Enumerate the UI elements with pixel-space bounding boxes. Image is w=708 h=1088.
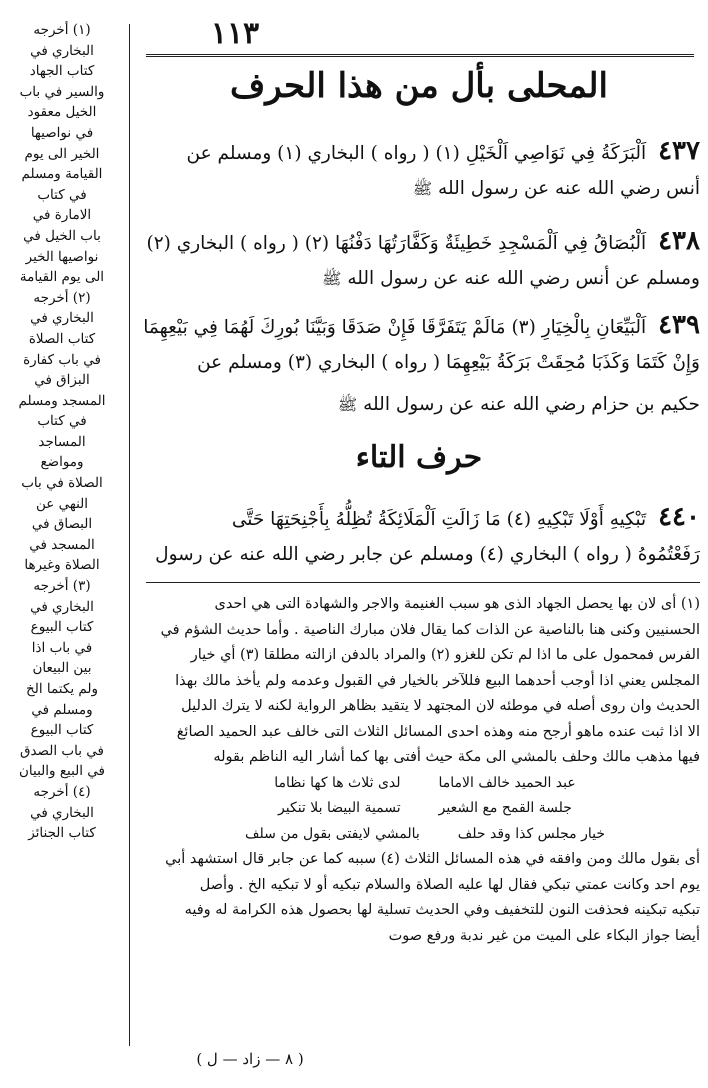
sidebar-note-line: ومواضع — [40, 454, 84, 471]
column-divider — [129, 24, 130, 1046]
sidebar-note-line: المسجد ومسلم — [18, 392, 106, 409]
sidebar-note-line: (٣) أخرجه — [33, 578, 91, 595]
sidebar-note-line: (١) أخرجه — [33, 22, 91, 38]
footnote-line: (١) أى لان بها يحصل الجهاد الذى هو سبب الغنيمة والاجر والشهادة التى هي احدى — [214, 596, 700, 612]
section-heading: المحلى بأل من هذا الحرف — [230, 66, 608, 106]
header-rule — [146, 54, 694, 57]
footnote-line: الحديث وان روى أصله في موطئه لان المجتهد لا يتقيد بظاهر الرواية لكنه لا يترك الدليل — [181, 698, 700, 714]
entry-437-line-2: أنس رضي الله عنه عن رسول الله ﷺ — [412, 178, 700, 199]
poem-verses — [150, 771, 700, 848]
sidebar-note-line: البخاري في — [30, 804, 94, 821]
sidebar-note-line: كتاب الجهاد — [29, 63, 95, 80]
footnote-line: فيها مذهب مالك وحلف بالمشي الى مكة حيث أفتى بها كما أشار اليه الناظم بقوله — [213, 749, 700, 765]
sidebar-note-line: في باب اذا — [31, 639, 93, 656]
entry-439-line-1: ٤٣٩ اَلْبَيِّعَانِ بِالْخِيَارِ (٣) مَالَمْ يَتَفَرَّقَا فَإِنْ صَدَقَا وَبَيَّنَا بُورِكَ لَهُمَا فِي بَيْعِهِمَا — [143, 310, 700, 340]
sidebar-note-line: بين البيعان — [32, 660, 92, 677]
sidebar-note-line: الى يوم القيامة — [19, 269, 105, 286]
entry-number: ٤٣٩ — [658, 310, 700, 340]
sidebar-note-line: في البيع والبيان — [18, 763, 106, 780]
signature-mark: ( ٨ — زاد — ل ) — [196, 1050, 304, 1068]
sidebar-note-line: كتاب الصلاة — [28, 330, 96, 347]
sidebar-note-line: ومسلم في — [31, 701, 93, 718]
verse-first-hemistich: جلسة القمح مع الشعير — [438, 800, 572, 816]
sidebar-note-line: النهي عن — [35, 495, 89, 512]
sidebar-note-line: والسير في باب — [19, 83, 105, 100]
footnote-line: المجلس يعني اذا أوجب أحدهما البيع فللآخر بالخيار في القبول وعدمه ولم يأخذ مالك بهذا — [175, 672, 700, 689]
footnote-line: أى بقول مالك ومن وافقه في هذه المسائل الثلاث (٤) سببه كما عن جابر قال استشهد أبي — [165, 851, 700, 867]
entry-439-line-2: وَإِنْ كَتَمَا وَكَذَبَا مُحِقَتْ بَرَكَةُ بَيْعِهِمَا ( رواه ) البخاري (٣) ومسلم عن — [197, 352, 700, 373]
sidebar-note-line: الخير الى يوم — [24, 145, 100, 162]
sidebar-note-line: البزاق في — [34, 372, 90, 389]
sidebar-note-line: الخيل معقود — [27, 104, 97, 121]
sidebar-note-line: البصاق في — [31, 516, 93, 533]
sidebar-note-line: في باب الصدق — [20, 742, 104, 759]
footnote-line: الفرس فمحمول على ما اذا لم تكن للغزو (٢) والمراد بالدفن ازالته مطلقا (٣) أي خيار — [190, 647, 700, 663]
sidebar-note-line: كتاب البيوع — [30, 619, 94, 636]
footnote-line: تبكيه تبكينه فحذفت النون للتخفيف وفي الحديث تسلية لها بحصول هذه الكرامة له وفيه — [184, 902, 700, 918]
entry-438-line-2: ومسلم عن أنس رضي الله عنه عن رسول الله ﷺ — [322, 268, 700, 289]
sidebar-note-line: نواصيها الخير — [25, 248, 99, 265]
sidebar-note-line: (٢) أخرجه — [33, 289, 91, 306]
sidebar-note-line: في كتاب — [37, 186, 87, 203]
entry-437-line-1: ٤٣٧ اَلْبَرَكَةُ فِي نَوَاصِي اَلْخَيْلِ (١) ( رواه ) البخاري (١) ومسلم عن — [186, 136, 700, 166]
footnote-line: يوم احد وكانت عمتي تبكي فقال لها عليه الصلاة والسلام تبكيه أو لا تبكيه الخ . وأصل — [199, 876, 700, 893]
sidebar-note-line: كتاب البيوع — [30, 722, 94, 739]
sidebar-note-line: البخاري في — [30, 310, 94, 327]
poem-verse — [150, 771, 700, 797]
chapter-heading: حرف التاء — [355, 440, 483, 475]
footnote-rule — [146, 582, 700, 583]
sidebar-note-line: المسجد في — [29, 536, 95, 553]
verse-second-hemistich: لدى ثلاث ها كها نظاما — [274, 774, 401, 791]
honorific-glyph: ﷺ — [412, 179, 433, 198]
sidebar-note-line: في نواصيها — [30, 124, 94, 141]
sidebar-note-line: في كتاب — [37, 413, 87, 430]
footnote-line: الا اذا ثبت عنده ماهو أرجح منه وهذه احدى المسائل الثلاث التى خالف عبد الحميد الصائغ — [176, 723, 700, 740]
sidebar-note-line: ولم يكتما الخ — [26, 681, 98, 697]
entry-438-line-1: ٤٣٨ اَلْبُصَاقُ فِي اَلْمَسْجِدِ خَطِيئَةٌ وَكَفَّارَتُهَا دَفْنُهَا (٢) ( رواه ) البخاري (٢) — [146, 226, 700, 256]
entry-440-line-1: ٤٤٠ تَبْكِيهِ أَوْلَا تَبْكِيهِ (٤) مَا زَالَتِ اَلْمَلَائِكَةُ تُظِلُّهُ بِأَجْنِحَتِهَا حَتَّى — [231, 502, 700, 532]
sidebar-note-line: البخاري في — [30, 42, 94, 59]
sidebar-note-line: في باب كفارة — [23, 351, 101, 368]
sidebar-note-line: القيامة ومسلم — [21, 166, 103, 183]
verse-second-hemistich: تسمية البيضا بلا تنكير — [278, 800, 401, 816]
sidebar-note-line: الصلاة في باب — [21, 475, 103, 492]
entry-440-line-2: رَفَعْتُمُوهُ ( رواه ) البخاري (٤) ومسلم عن جابر رضي الله عنه عن رسول — [155, 544, 700, 565]
verse-first-hemistich: عبد الحميد خالف الاماما — [438, 774, 576, 791]
honorific-glyph: ﷺ — [337, 395, 358, 414]
entry-number: ٤٣٨ — [658, 226, 700, 256]
sidebar-note-line: الامارة في — [32, 207, 92, 224]
sidebar-note-line: (٤) أخرجه — [33, 783, 91, 800]
footnotes — [150, 592, 700, 949]
sidebar-note-line: باب الخيل في — [23, 227, 101, 244]
page-number: ١١٣ — [210, 16, 260, 51]
sidebar-notes — [4, 20, 120, 980]
entry-number: ٤٣٧ — [658, 136, 700, 166]
footnote-line: الحسنيين وكنى هنا بالناصية عن الذات كما يقال فلان مبارك الناصية . وأما حديث الشؤم في — [160, 621, 700, 638]
sidebar-note-line: المساجد — [38, 433, 86, 450]
verse-second-hemistich: بالمشي لايفتى بقول من سلف — [245, 825, 420, 842]
entry-number: ٤٤٠ — [658, 502, 700, 532]
poem-verse — [150, 796, 700, 822]
sidebar-note-line: كتاب الجنائز — [28, 825, 96, 842]
poem-verse — [150, 822, 700, 848]
sidebar-note-line: البخاري في — [30, 598, 94, 615]
sidebar-note-line: الصلاة وغيرها — [24, 557, 100, 574]
entry-439-line-3: حكيم بن حزام رضي الله عنه عن رسول الله ﷺ — [337, 394, 700, 415]
footnote-line: أيضا جواز البكاء على الميت من غير ندبة ورفع صوت — [388, 927, 700, 944]
honorific-glyph: ﷺ — [322, 269, 342, 288]
verse-first-hemistich: خيار مجلس كذا وقد حلف — [457, 825, 605, 842]
